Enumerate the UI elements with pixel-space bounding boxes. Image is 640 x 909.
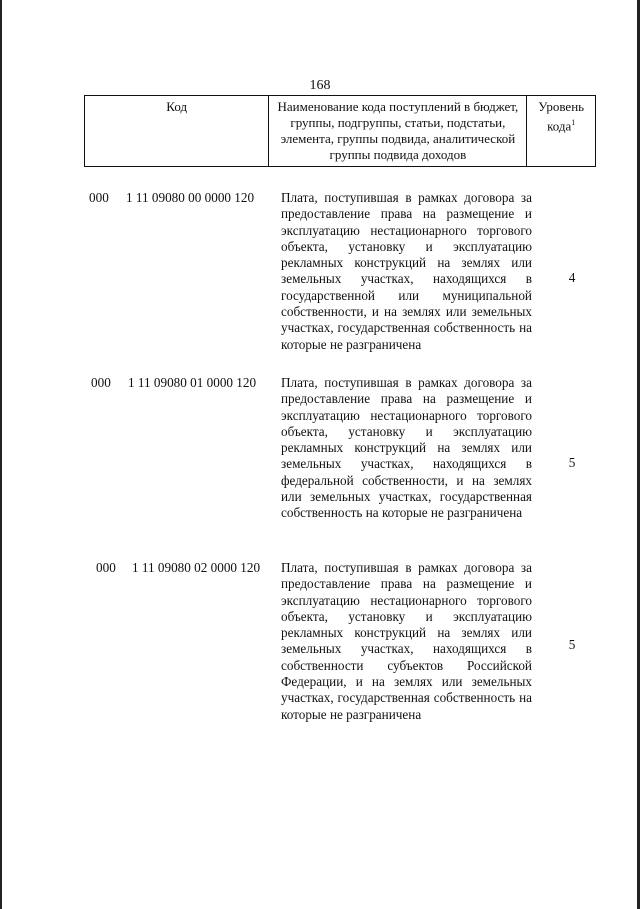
revenue-code: 1 11 09080 01 0000 120 [128,375,257,390]
table-row [84,375,596,555]
header-code-label: Код [166,99,188,114]
admin-code: 000 [91,375,111,390]
table-row [84,190,596,370]
revenue-description: Плата, поступившая в рамках договора за предоставление права на размещение и эксплуатацию нестационарного торгового объекта, установку и эксплуатацию рекламных конструкций на землях или земельных участках, находящихся в федеральной собственности, и на землях или земельных участках, государственная собственность на которые не разграничена [281,375,532,521]
kbk-code [84,190,274,206]
admin-code: 000 [96,560,116,575]
header-table [84,95,596,167]
revenue-description: Плата, поступившая в рамках договора за предоставление права на размещение и эксплуатацию нестационарного торгового объекта, установку и эксплуатацию рекламных конструкций на землях или земельных участках, находящихся в собственности субъектов Российской Федерации, и на землях или земельных участках, государственная собственность на которые не разграничена [281,560,532,722]
kbk-code [84,375,274,391]
page-number: 168 [309,78,331,93]
header-name [269,96,527,167]
code-level: 5 [568,455,576,470]
revenue-code: 1 11 09080 02 0000 120 [132,560,261,575]
kbk-code [84,560,274,576]
revenue-description: Плата, поступившая в рамках договора за предоставление права на размещение и эксплуатацию нестационарного торгового объекта, установку и эксплуатацию рекламных конструкций на землях или земельных участках, находящихся в государственной или муниципальной собственности, и на землях или земельных участках, государственная собственность на которые не разграничена [281,190,532,352]
header-name-label: Наименование кода поступлений в бюджет, группы, подгруппы, статьи, подстатьи, элемента, группы подвида, аналитической группы подвида доходов [277,99,519,162]
header-level-label: Уровень кода [538,99,585,134]
table-row [84,560,596,742]
header-code [85,96,269,167]
code-level: 4 [568,270,576,285]
footnote-marker: 1 [571,118,576,127]
code-level: 5 [568,637,576,652]
admin-code: 000 [89,190,109,205]
header-level [527,96,596,167]
revenue-code: 1 11 09080 00 0000 120 [126,190,255,205]
